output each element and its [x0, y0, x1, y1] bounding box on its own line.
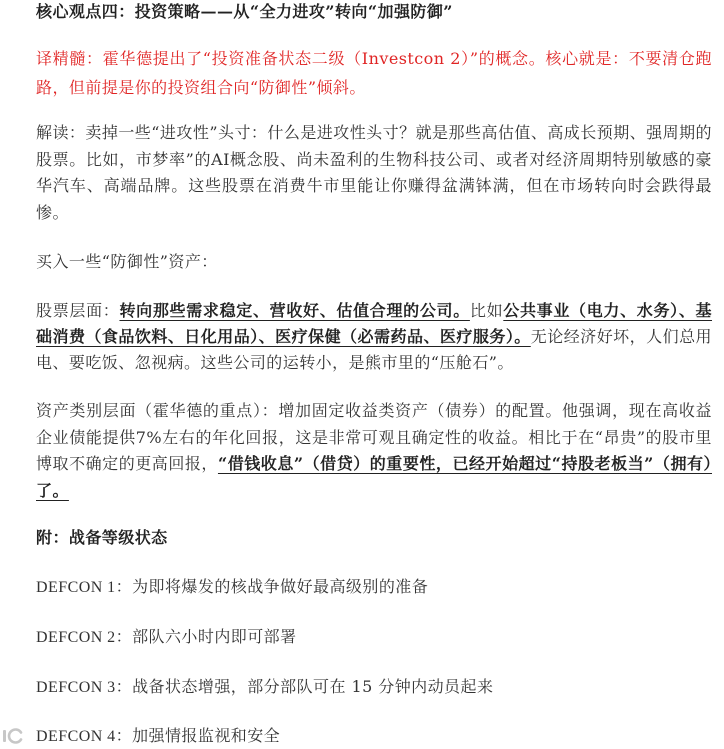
- section-heading: 核心观点四：投资策略——从“全力进攻”转向“加强防御”: [36, 2, 453, 21]
- defcon-level-1: [36, 574, 712, 602]
- defcon-description: 为即将爆发的核战争做好最高级别的准备: [132, 577, 429, 596]
- defcon-description: 部队六小时内即可部署: [132, 627, 297, 646]
- defcon-level-2: [36, 624, 712, 652]
- defcon-description: 战备状态增强，部分部队可在 15 分钟内动员起来: [132, 677, 494, 696]
- defcon-code: DEFCON 3：: [36, 679, 133, 696]
- stock-level-paragraph: [36, 298, 712, 376]
- defcon-level-3: [36, 674, 712, 702]
- stock-level-sectors-highlight: 公共事业（电力、水务）、基础消费（食品饮料、日化用品）、医疗保健（必需药品、医疗服务）。: [36, 301, 713, 346]
- watermark-logo-icon: [2, 727, 24, 745]
- stock-level-example-lead: 比如: [469, 301, 504, 320]
- key-summary: 译精髓：霍华德提出了“投资准备状态二级（Investcon 2）”的概念。核心就是：不要清仓跑路，但前提是你的投资组合向“防御性”倾斜。: [36, 49, 712, 97]
- defcon-code: DEFCON 1：: [36, 579, 133, 596]
- defcon-description: 加强情报监视和安全: [132, 726, 281, 745]
- defcon-level-4: [36, 724, 712, 749]
- stock-level-highlight: 转向那些需求稳定、营收好、估值合理的公司。: [119, 301, 470, 320]
- asset-class-highlight: “借钱收息”（借贷）的重要性，已经开始超过“持股老板当”（拥有）了。: [36, 454, 712, 500]
- appendix-title: 附：战备等级状态: [36, 528, 168, 547]
- defcon-code: DEFCON 4：: [36, 728, 133, 745]
- stock-level-label: 股票层面：: [36, 301, 120, 320]
- interpretation-paragraph: 解读：卖掉一些“进攻性”头寸：什么是进攻性头寸？就是那些高估值、高成长预期、强周期的股票。比如，市梦率”的AI概念股、尚未盈利的生物科技公司、或者对经济周期特别敏感的豪华汽车、高端品牌。这些股票在消费牛市里能让你赚得盆满钵满，但在市场转向时会跌得最惨。: [36, 123, 712, 223]
- buy-defensive-intro: 买入一些“防御性”资产：: [36, 252, 218, 271]
- stock-level-explanation: 无论经济好坏，人们总用电、要吃饭、忽视病。这些公司的运转小，是熊市里的“压舱石”。: [36, 327, 712, 372]
- asset-class-text: 资产类别层面（霍华德的重点）：增加固定收益类资产（债券）的配置。他强调，现在高收益企业债能提供7%左右的年化回报，这是非常可观且确定性的收益。相比于在“昂贵”的股市里博取不确定的更高回报，: [36, 401, 712, 473]
- defcon-code: DEFCON 2：: [36, 629, 133, 646]
- asset-class-paragraph: [36, 398, 712, 504]
